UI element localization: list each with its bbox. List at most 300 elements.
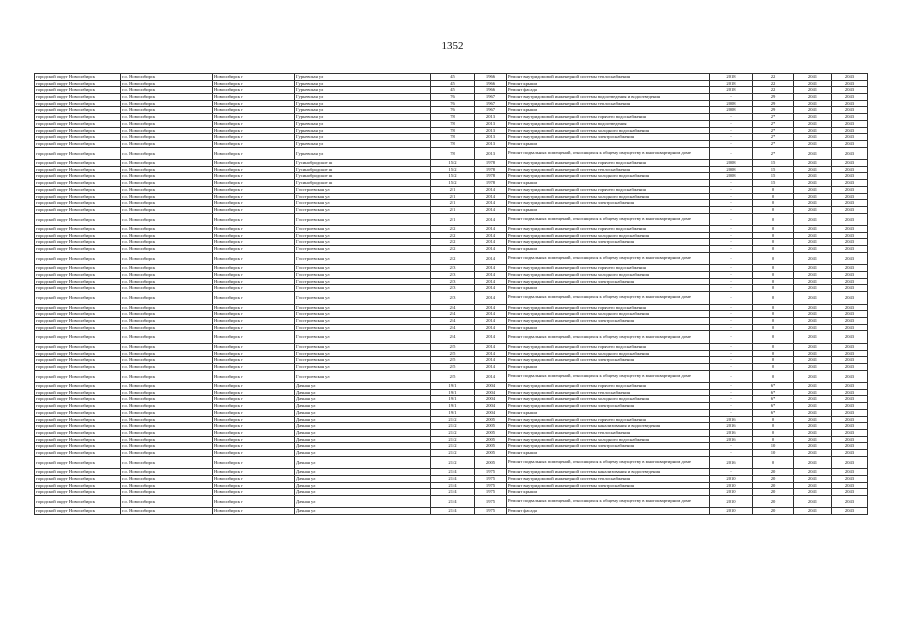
street-cell: Дачная ул: [295, 489, 431, 496]
capital-repair-table-wrap: [34, 73, 867, 515]
municipality-cell: городской округ Новосибирск: [35, 186, 121, 193]
street-cell: Гурьевская ул: [295, 74, 431, 81]
settlement-cell: г.о. Новосибирск: [121, 383, 213, 390]
last-repair-year-cell: -: [710, 403, 753, 410]
house-number-cell: 21/4: [431, 475, 475, 482]
plan-start-cell: 2041: [794, 343, 832, 350]
table-row: [35, 100, 868, 107]
municipality-cell: городской округ Новосибирск: [35, 350, 121, 357]
street-cell: Гэсстроевская ул: [295, 357, 431, 364]
plan-start-cell: 2041: [794, 94, 832, 101]
table-row: [35, 114, 868, 121]
municipality-cell: городской округ Новосибирск: [35, 383, 121, 390]
build-year-cell: 2014: [475, 186, 507, 193]
street-cell: Дачная ул: [295, 436, 431, 443]
plan-end-cell: 2043: [832, 140, 868, 147]
house-number-cell: 19/1: [431, 409, 475, 416]
municipality-cell: городской округ Новосибирск: [35, 107, 121, 114]
last-repair-year-cell: 2008: [710, 100, 753, 107]
build-year-cell: 1967: [475, 107, 507, 114]
street-cell: Гусинобродское ш: [295, 160, 431, 167]
municipality-cell: городской округ Новосибирск: [35, 436, 121, 443]
last-repair-year-cell: -: [710, 213, 753, 226]
table-row: [35, 120, 868, 127]
plan-start-cell: 2041: [794, 324, 832, 331]
house-number-cell: 2/5: [431, 363, 475, 370]
street-cell: Гурьевская ул: [295, 147, 431, 160]
house-number-cell: 2/1: [431, 213, 475, 226]
plan-start-cell: 2041: [794, 74, 832, 81]
repair-type-cell: Ремонт внутридомовой инженерной системы холодного водоснабжения: [507, 127, 710, 134]
build-year-cell: 2014: [475, 317, 507, 324]
street-cell: Дачная ул: [295, 416, 431, 423]
municipality-cell: городской округ Новосибирск: [35, 416, 121, 423]
build-year-cell: 2004: [475, 409, 507, 416]
wear-cell: 22: [753, 80, 794, 87]
table-row: [35, 389, 868, 396]
table-row: [35, 200, 868, 207]
settlement-cell: г.о. Новосибирск: [121, 87, 213, 94]
plan-start-cell: 2041: [794, 383, 832, 390]
city-cell: Новосибирск г: [213, 489, 295, 496]
repair-type-cell: Ремонт внутридомовой инженерной системы теплоснабжения: [507, 166, 710, 173]
house-number-cell: 78: [431, 120, 475, 127]
street-cell: Гэсстроевская ул: [295, 252, 431, 265]
street-cell: Гэсстроевская ул: [295, 350, 431, 357]
build-year-cell: 2005: [475, 436, 507, 443]
repair-type-cell: Ремонт внутридомовой инженерной системы электроснабжения: [507, 443, 710, 450]
city-cell: Новосибирск г: [213, 475, 295, 482]
municipality-cell: городской округ Новосибирск: [35, 482, 121, 489]
wear-cell: 0: [753, 343, 794, 350]
plan-end-cell: 2043: [832, 389, 868, 396]
build-year-cell: 1978: [475, 166, 507, 173]
settlement-cell: г.о. Новосибирск: [121, 265, 213, 272]
build-year-cell: 1975: [475, 475, 507, 482]
house-number-cell: 2/2: [431, 232, 475, 239]
build-year-cell: 2005: [475, 456, 507, 469]
last-repair-year-cell: -: [710, 120, 753, 127]
repair-type-cell: Ремонт подвальных помещений, относящихся к общему имуществу в многоквартирном доме: [507, 456, 710, 469]
build-year-cell: 2004: [475, 389, 507, 396]
plan-end-cell: 2043: [832, 239, 868, 246]
city-cell: Новосибирск г: [213, 80, 295, 87]
house-number-cell: 21/2: [431, 436, 475, 443]
plan-end-cell: 2043: [832, 343, 868, 350]
wear-cell: 2*: [753, 114, 794, 121]
plan-start-cell: 2041: [794, 193, 832, 200]
last-repair-year-cell: -: [710, 180, 753, 187]
repair-type-cell: Ремонт внутридомовой инженерной системы теплоснабжения: [507, 389, 710, 396]
wear-cell: 20: [753, 495, 794, 508]
wear-cell: 0: [753, 331, 794, 344]
municipality-cell: городской округ Новосибирск: [35, 160, 121, 167]
city-cell: Новосибирск г: [213, 324, 295, 331]
wear-cell: 6*: [753, 409, 794, 416]
settlement-cell: г.о. Новосибирск: [121, 482, 213, 489]
city-cell: Новосибирск г: [213, 180, 295, 187]
street-cell: Гусинобродское ш: [295, 173, 431, 180]
wear-cell: 0: [753, 186, 794, 193]
municipality-cell: городской округ Новосибирск: [35, 324, 121, 331]
repair-type-cell: Ремонт крыши: [507, 285, 710, 292]
last-repair-year-cell: -: [710, 186, 753, 193]
settlement-cell: г.о. Новосибирск: [121, 239, 213, 246]
last-repair-year-cell: -: [710, 370, 753, 383]
wear-cell: 0: [753, 304, 794, 311]
municipality-cell: городской округ Новосибирск: [35, 508, 121, 515]
wear-cell: 0: [753, 317, 794, 324]
table-row: [35, 278, 868, 285]
house-number-cell: 2/4: [431, 304, 475, 311]
street-cell: Гурьевская ул: [295, 100, 431, 107]
plan-end-cell: 2043: [832, 469, 868, 476]
plan-start-cell: 2041: [794, 200, 832, 207]
last-repair-year-cell: -: [710, 285, 753, 292]
repair-type-cell: Ремонт крыши: [507, 246, 710, 253]
city-cell: Новосибирск г: [213, 246, 295, 253]
street-cell: Гэсстроевская ул: [295, 226, 431, 233]
repair-type-cell: Ремонт внутридомовой инженерной системы горячего водоснабжения: [507, 383, 710, 390]
street-cell: Гэсстроевская ул: [295, 272, 431, 279]
street-cell: Дачная ул: [295, 429, 431, 436]
plan-start-cell: 2041: [794, 469, 832, 476]
table-row: [35, 134, 868, 141]
municipality-cell: городской округ Новосибирск: [35, 363, 121, 370]
build-year-cell: 2014: [475, 252, 507, 265]
city-cell: Новосибирск г: [213, 100, 295, 107]
street-cell: Гэсстроевская ул: [295, 265, 431, 272]
municipality-cell: городской округ Новосибирск: [35, 134, 121, 141]
repair-type-cell: Ремонт внутридомовой инженерной системы горячего водоснабжения: [507, 226, 710, 233]
table-row: [35, 489, 868, 496]
municipality-cell: городской округ Новосибирск: [35, 94, 121, 101]
repair-type-cell: Ремонт внутридомовой инженерной системы теплоснабжения: [507, 100, 710, 107]
settlement-cell: г.о. Новосибирск: [121, 114, 213, 121]
plan-end-cell: 2043: [832, 396, 868, 403]
municipality-cell: городской округ Новосибирск: [35, 389, 121, 396]
city-cell: Новосибирск г: [213, 232, 295, 239]
plan-start-cell: 2041: [794, 482, 832, 489]
last-repair-year-cell: -: [710, 147, 753, 160]
street-cell: Гурьевская ул: [295, 94, 431, 101]
house-number-cell: 21/2: [431, 423, 475, 430]
settlement-cell: г.о. Новосибирск: [121, 475, 213, 482]
municipality-cell: городской округ Новосибирск: [35, 200, 121, 207]
city-cell: Новосибирск г: [213, 495, 295, 508]
repair-type-cell: Ремонт крыши: [507, 140, 710, 147]
house-number-cell: 21/2: [431, 443, 475, 450]
last-repair-year-cell: -: [710, 206, 753, 213]
repair-type-cell: Ремонт внутридомовой инженерной системы холодного водоснабжения: [507, 436, 710, 443]
settlement-cell: г.о. Новосибирск: [121, 436, 213, 443]
house-number-cell: 45: [431, 74, 475, 81]
plan-end-cell: 2043: [832, 456, 868, 469]
table-row: [35, 226, 868, 233]
plan-end-cell: 2043: [832, 278, 868, 285]
municipality-cell: городской округ Новосибирск: [35, 292, 121, 305]
house-number-cell: 21/4: [431, 508, 475, 515]
plan-start-cell: 2041: [794, 180, 832, 187]
wear-cell: 0: [753, 456, 794, 469]
build-year-cell: 2013: [475, 140, 507, 147]
build-year-cell: 1978: [475, 173, 507, 180]
plan-end-cell: 2043: [832, 272, 868, 279]
last-repair-year-cell: -: [710, 94, 753, 101]
build-year-cell: 2013: [475, 147, 507, 160]
street-cell: Гусинобродское ш: [295, 180, 431, 187]
table-row: [35, 403, 868, 410]
repair-type-cell: Ремонт подвальных помещений, относящихся к общему имуществу в многоквартирном доме: [507, 213, 710, 226]
house-number-cell: 2/4: [431, 324, 475, 331]
plan-end-cell: 2043: [832, 120, 868, 127]
street-cell: Гэсстроевская ул: [295, 239, 431, 246]
plan-start-cell: 2041: [794, 213, 832, 226]
wear-cell: 29: [753, 94, 794, 101]
house-number-cell: 21/2: [431, 429, 475, 436]
plan-start-cell: 2041: [794, 489, 832, 496]
build-year-cell: 2014: [475, 246, 507, 253]
table-row: [35, 469, 868, 476]
wear-cell: 0: [753, 272, 794, 279]
house-number-cell: 76: [431, 107, 475, 114]
table-row: [35, 272, 868, 279]
table-row: [35, 213, 868, 226]
municipality-cell: городской округ Новосибирск: [35, 370, 121, 383]
wear-cell: 0: [753, 232, 794, 239]
settlement-cell: г.о. Новосибирск: [121, 278, 213, 285]
build-year-cell: 2014: [475, 370, 507, 383]
street-cell: Гэсстроевская ул: [295, 292, 431, 305]
plan-end-cell: 2043: [832, 107, 868, 114]
municipality-cell: городской округ Новосибирск: [35, 489, 121, 496]
repair-type-cell: Ремонт крыши: [507, 409, 710, 416]
municipality-cell: городской округ Новосибирск: [35, 232, 121, 239]
plan-start-cell: 2041: [794, 186, 832, 193]
settlement-cell: г.о. Новосибирск: [121, 449, 213, 456]
build-year-cell: 2004: [475, 396, 507, 403]
street-cell: Дачная ул: [295, 389, 431, 396]
plan-end-cell: 2043: [832, 246, 868, 253]
build-year-cell: 2014: [475, 193, 507, 200]
municipality-cell: городской округ Новосибирск: [35, 456, 121, 469]
last-repair-year-cell: -: [710, 265, 753, 272]
plan-start-cell: 2041: [794, 443, 832, 450]
plan-start-cell: 2041: [794, 127, 832, 134]
table-row: [35, 246, 868, 253]
wear-cell: 2*: [753, 147, 794, 160]
wear-cell: 2*: [753, 134, 794, 141]
repair-type-cell: Ремонт подвальных помещений, относящихся к общему имуществу в многоквартирном доме: [507, 252, 710, 265]
house-number-cell: 15/2: [431, 166, 475, 173]
municipality-cell: городской округ Новосибирск: [35, 357, 121, 364]
municipality-cell: городской округ Новосибирск: [35, 469, 121, 476]
city-cell: Новосибирск г: [213, 114, 295, 121]
street-cell: Гэсстроевская ул: [295, 324, 431, 331]
build-year-cell: 2013: [475, 134, 507, 141]
house-number-cell: 2/1: [431, 193, 475, 200]
build-year-cell: 2014: [475, 350, 507, 357]
settlement-cell: г.о. Новосибирск: [121, 495, 213, 508]
wear-cell: 22: [753, 87, 794, 94]
wear-cell: 6*: [753, 383, 794, 390]
plan-end-cell: 2043: [832, 166, 868, 173]
house-number-cell: 2/4: [431, 311, 475, 318]
municipality-cell: городской округ Новосибирск: [35, 317, 121, 324]
city-cell: Новосибирск г: [213, 94, 295, 101]
build-year-cell: 2004: [475, 383, 507, 390]
plan-start-cell: 2041: [794, 363, 832, 370]
street-cell: Дачная ул: [295, 443, 431, 450]
municipality-cell: городской округ Новосибирск: [35, 173, 121, 180]
wear-cell: 0: [753, 265, 794, 272]
plan-start-cell: 2041: [794, 246, 832, 253]
last-repair-year-cell: -: [710, 226, 753, 233]
plan-end-cell: 2043: [832, 317, 868, 324]
build-year-cell: 2014: [475, 265, 507, 272]
plan-start-cell: 2041: [794, 436, 832, 443]
house-number-cell: 2/2: [431, 246, 475, 253]
house-number-cell: 2/1: [431, 206, 475, 213]
plan-end-cell: 2043: [832, 324, 868, 331]
settlement-cell: г.о. Новосибирск: [121, 200, 213, 207]
table-row: [35, 147, 868, 160]
municipality-cell: городской округ Новосибирск: [35, 272, 121, 279]
plan-end-cell: 2043: [832, 311, 868, 318]
settlement-cell: г.о. Новосибирск: [121, 331, 213, 344]
settlement-cell: г.о. Новосибирск: [121, 213, 213, 226]
wear-cell: 6*: [753, 396, 794, 403]
plan-end-cell: 2043: [832, 508, 868, 515]
plan-end-cell: 2043: [832, 80, 868, 87]
city-cell: Новосибирск г: [213, 357, 295, 364]
last-repair-year-cell: 2010: [710, 489, 753, 496]
municipality-cell: городской округ Новосибирск: [35, 246, 121, 253]
plan-start-cell: 2041: [794, 304, 832, 311]
street-cell: Дачная ул: [295, 396, 431, 403]
table-row: [35, 324, 868, 331]
plan-end-cell: 2043: [832, 495, 868, 508]
settlement-cell: г.о. Новосибирск: [121, 226, 213, 233]
table-row: [35, 423, 868, 430]
city-cell: Новосибирск г: [213, 107, 295, 114]
settlement-cell: г.о. Новосибирск: [121, 489, 213, 496]
city-cell: Новосибирск г: [213, 160, 295, 167]
plan-start-cell: 2041: [794, 80, 832, 87]
repair-type-cell: Ремонт внутридомовой инженерной системы холодного водоснабжения: [507, 173, 710, 180]
last-repair-year-cell: -: [710, 304, 753, 311]
table-row: [35, 87, 868, 94]
plan-start-cell: 2041: [794, 265, 832, 272]
build-year-cell: 2005: [475, 443, 507, 450]
city-cell: Новосибирск г: [213, 403, 295, 410]
wear-cell: 0: [753, 206, 794, 213]
last-repair-year-cell: 2010: [710, 508, 753, 515]
street-cell: Гэсстроевская ул: [295, 278, 431, 285]
plan-end-cell: 2043: [832, 173, 868, 180]
build-year-cell: 2004: [475, 403, 507, 410]
repair-type-cell: Ремонт внутридомовой инженерной системы электроснабжения: [507, 239, 710, 246]
street-cell: Дачная ул: [295, 403, 431, 410]
table-row: [35, 173, 868, 180]
municipality-cell: городской округ Новосибирск: [35, 213, 121, 226]
settlement-cell: г.о. Новосибирск: [121, 232, 213, 239]
municipality-cell: городской округ Новосибирск: [35, 311, 121, 318]
street-cell: Гэсстроевская ул: [295, 331, 431, 344]
plan-end-cell: 2043: [832, 114, 868, 121]
build-year-cell: 2014: [475, 272, 507, 279]
table-row: [35, 363, 868, 370]
build-year-cell: 1966: [475, 80, 507, 87]
plan-start-cell: 2041: [794, 449, 832, 456]
plan-end-cell: 2043: [832, 127, 868, 134]
street-cell: Дачная ул: [295, 475, 431, 482]
plan-start-cell: 2041: [794, 285, 832, 292]
plan-start-cell: 2041: [794, 396, 832, 403]
last-repair-year-cell: -: [710, 409, 753, 416]
municipality-cell: городской округ Новосибирск: [35, 180, 121, 187]
street-cell: Гурьевская ул: [295, 140, 431, 147]
repair-type-cell: Ремонт подвальных помещений, относящихся к общему имуществу в многоквартирном доме: [507, 331, 710, 344]
settlement-cell: г.о. Новосибирск: [121, 166, 213, 173]
plan-start-cell: 2041: [794, 120, 832, 127]
city-cell: Новосибирск г: [213, 127, 295, 134]
settlement-cell: г.о. Новосибирск: [121, 409, 213, 416]
table-row: [35, 180, 868, 187]
city-cell: Новосибирск г: [213, 134, 295, 141]
city-cell: Новосибирск г: [213, 436, 295, 443]
repair-type-cell: Ремонт внутридомовой инженерной системы канализования и водоотведения: [507, 469, 710, 476]
city-cell: Новосибирск г: [213, 278, 295, 285]
last-repair-year-cell: 2008: [710, 107, 753, 114]
municipality-cell: городской округ Новосибирск: [35, 87, 121, 94]
municipality-cell: городской округ Новосибирск: [35, 443, 121, 450]
build-year-cell: 1975: [475, 495, 507, 508]
repair-type-cell: Ремонт крыши: [507, 80, 710, 87]
house-number-cell: 78: [431, 147, 475, 160]
plan-end-cell: 2043: [832, 200, 868, 207]
table-row: [35, 311, 868, 318]
street-cell: Гурьевская ул: [295, 120, 431, 127]
street-cell: Дачная ул: [295, 383, 431, 390]
last-repair-year-cell: 2016: [710, 423, 753, 430]
last-repair-year-cell: -: [710, 343, 753, 350]
plan-end-cell: 2043: [832, 304, 868, 311]
build-year-cell: 1975: [475, 482, 507, 489]
plan-end-cell: 2043: [832, 232, 868, 239]
repair-type-cell: Ремонт внутридомовой инженерной системы электроснабжения: [507, 357, 710, 364]
wear-cell: 20: [753, 469, 794, 476]
wear-cell: 6*: [753, 403, 794, 410]
table-row: [35, 285, 868, 292]
city-cell: Новосибирск г: [213, 147, 295, 160]
settlement-cell: г.о. Новосибирск: [121, 469, 213, 476]
municipality-cell: городской округ Новосибирск: [35, 252, 121, 265]
plan-start-cell: 2041: [794, 389, 832, 396]
last-repair-year-cell: 2018: [710, 87, 753, 94]
plan-end-cell: 2043: [832, 383, 868, 390]
wear-cell: 0: [753, 311, 794, 318]
repair-type-cell: Ремонт крыши: [507, 489, 710, 496]
plan-end-cell: 2043: [832, 436, 868, 443]
build-year-cell: 2005: [475, 429, 507, 436]
settlement-cell: г.о. Новосибирск: [121, 370, 213, 383]
plan-end-cell: 2043: [832, 363, 868, 370]
municipality-cell: городской округ Новосибирск: [35, 304, 121, 311]
wear-cell: 15: [753, 166, 794, 173]
plan-end-cell: 2043: [832, 292, 868, 305]
plan-end-cell: 2043: [832, 429, 868, 436]
